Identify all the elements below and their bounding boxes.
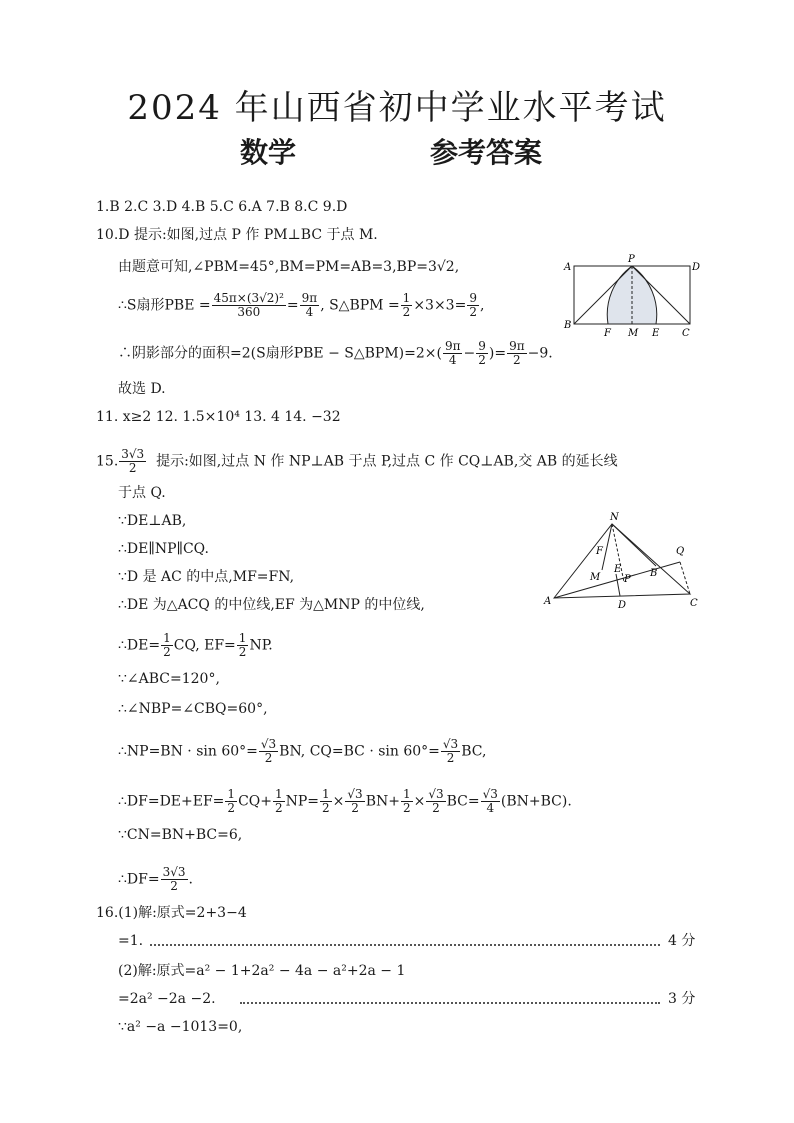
q11-14-answers: 11. x≥2 12. 1.5×10⁴ 13. 4 14. −32 bbox=[96, 409, 341, 425]
q16-p1: 16.(1)解:原式=2+3−4 bbox=[96, 905, 247, 921]
q10-line1: 由题意可知,∠PBM=45°,BM=PM=AB=3,BP=3√2, bbox=[118, 259, 460, 275]
q16-p5: ∵a² −a −1013=0, bbox=[118, 1019, 243, 1035]
q15-l2: ∴DE∥NP∥CQ. bbox=[118, 541, 209, 557]
fig15-label-a: A bbox=[544, 596, 552, 607]
answer-key-label: 参考答案 bbox=[430, 136, 543, 169]
fig10-label-m: M bbox=[628, 328, 639, 339]
subject-label: 数学 bbox=[240, 136, 297, 169]
q15-l7: ∴∠NBP=∠CBQ=60°, bbox=[118, 701, 268, 717]
q16-p2-score: 4 分 bbox=[668, 933, 696, 949]
q16-p2-leader bbox=[150, 944, 660, 946]
fig10-label-e: E bbox=[652, 328, 660, 339]
fig10-label-f: F bbox=[604, 328, 611, 339]
q16-p4-score: 3 分 bbox=[668, 991, 696, 1007]
fig15-label-f: F bbox=[596, 546, 603, 557]
q15-l11: ∴DF= $\frac{3√3}{2}$ . bbox=[118, 865, 193, 893]
q16-p4-leader bbox=[240, 1002, 660, 1004]
q10-line4: 故选 D. bbox=[118, 381, 166, 397]
fig10-label-d: D bbox=[692, 262, 701, 273]
q10-head: 10.D 提示:如图,过点 P 作 PM⊥BC 于点 M. bbox=[96, 227, 378, 243]
fig15-label-q: Q bbox=[676, 546, 685, 557]
fig10-label-p: P bbox=[628, 254, 635, 265]
fig15-label-b: B bbox=[650, 568, 658, 579]
q15-l3: ∵D 是 AC 的中点,MF=FN, bbox=[118, 569, 295, 585]
q15-l1: ∵DE⊥AB, bbox=[118, 513, 187, 529]
q16-p3: (2)解:原式=a² − 1+2a² − 4a − a²+2a − 1 bbox=[118, 963, 406, 979]
exam-title: 2024 年山西省初中学业水平考试 bbox=[127, 88, 667, 128]
mc-answers: 1.B 2.C 3.D 4.B 5.C 6.A 7.B 8.C 9.D bbox=[96, 199, 348, 215]
q10-line3: ∴阴影部分的面积=2(S扇形PBE − S△BPM)=2×( $\frac{9\pi}{4}$ − $\frac{9}{2}$ )= $\frac{9\pi}{2}$ −9. bbox=[118, 339, 553, 367]
q10-line2: ∴S扇形PBE = $\frac{\text{45π×(3√2)²}}{360}$ = $\frac{9\pi}{4}$ , S△BPM = $\frac{1}{2}$ ×3×3= $\frac{9}{2}$ , bbox=[118, 291, 485, 319]
q15-l9: ∴DF=DE+EF= $\frac{1}{2}$ CQ+ $\frac{1}{2}$ NP= $\frac{1}{2}$ × $\frac{√3}{2}$ BN+ $\frac{1}{2}$ × $\frac{√3}{2}$ BC= $\frac{√3}{4}$ (BN+BC). bbox=[118, 787, 572, 815]
fig15-label-c: C bbox=[690, 598, 698, 609]
q15-l8: ∴NP=BN · sin 60°= $\frac{√3}{2}$ BN, CQ=BC · sin 60°= $\frac{√3}{2}$ BC, bbox=[118, 737, 487, 765]
fig10-label-c: C bbox=[682, 328, 690, 339]
q15-l4: ∴DE 为△ACQ 的中位线,EF 为△MNP 的中位线, bbox=[118, 597, 425, 613]
fig15-label-p: P bbox=[624, 574, 631, 585]
fig15-label-d: D bbox=[618, 600, 627, 610]
q15-l5: ∴DE= $\frac{1}{2}$ CQ, EF= $\frac{1}{2}$ NP. bbox=[118, 631, 273, 659]
fig15-label-e: E bbox=[614, 564, 622, 575]
q15-figure bbox=[540, 510, 710, 610]
fig15-label-n: N bbox=[610, 512, 619, 523]
q15-l6: ∵∠ABC=120°, bbox=[118, 671, 220, 687]
fig10-label-b: B bbox=[564, 320, 572, 331]
q15-head2: 于点 Q. bbox=[118, 485, 166, 501]
q10-figure bbox=[560, 252, 710, 342]
q16-p4: =2a² −2a −2. bbox=[118, 991, 216, 1007]
q15-head: 15. $\frac{3√3}{2}$ 提示:如图,过点 N 作 NP⊥AB 于点 P,过点 C 作 CQ⊥AB,交 AB 的延长线 bbox=[96, 447, 618, 475]
fig10-label-a: A bbox=[564, 262, 572, 273]
q16-p2: =1. bbox=[118, 933, 144, 949]
fig15-label-m: M bbox=[590, 572, 601, 583]
q15-l10: ∵CN=BN+BC=6, bbox=[118, 827, 243, 843]
